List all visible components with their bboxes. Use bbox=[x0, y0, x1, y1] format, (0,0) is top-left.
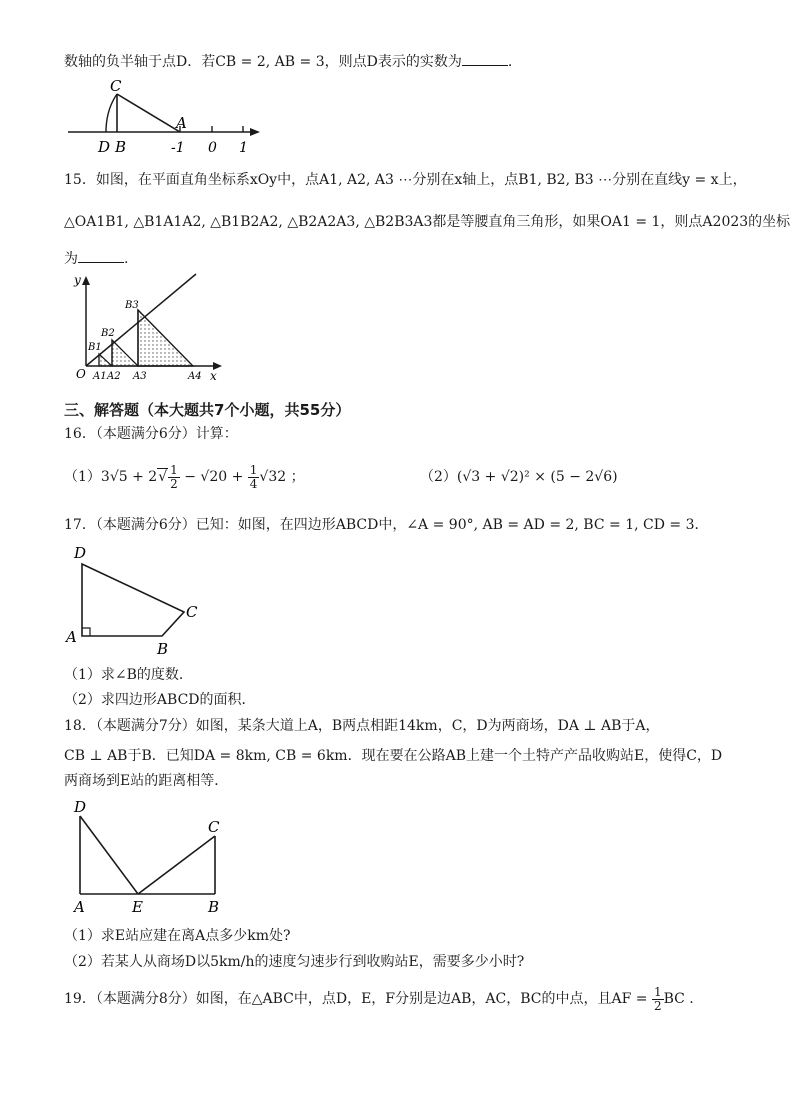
q15-label-a1: A1 bbox=[93, 371, 107, 382]
q14-label-b: B bbox=[115, 138, 127, 156]
q15-line1: 15．如图，在平面直角坐标系xOy中，点A1, A2, A3 ⋯分别在x轴上，点B1, B2, B3 ⋯分别在直线y = x上， bbox=[64, 172, 747, 188]
q17-label-d: D bbox=[74, 544, 87, 562]
q15-answer-blank bbox=[78, 248, 124, 263]
q19-frac: $\frac{1}{2}$ bbox=[653, 984, 662, 1013]
q18-label-d: D bbox=[74, 798, 87, 816]
q15-label-b3: B3 bbox=[125, 300, 139, 311]
q18-sub1: （1）求E站应建在离A点多少km处? bbox=[64, 928, 291, 944]
q18-line3: 两商场到E站的距离相等． bbox=[64, 773, 229, 789]
q15-coordinate-figure bbox=[60, 268, 230, 388]
q18-diagram-figure bbox=[62, 794, 242, 918]
q18-line1: 18．（本题满分7分）如图，某条大道上A，B两点相距14km，C，D为两商场，DA ⊥ AB于A， bbox=[64, 718, 660, 734]
q14-line1: 数轴的负半轴于点D．若CB = 2, AB = 3，则点D表示的实数为 . bbox=[64, 51, 512, 72]
q16-part2: （2）(√3 + √2)² × (5 − 2√6) bbox=[420, 469, 618, 485]
q15-label-a3: A3 bbox=[133, 371, 147, 382]
q16-intro: 16．（本题满分6分）计算： bbox=[64, 426, 238, 442]
q15-label-o: O bbox=[76, 367, 86, 381]
q18-label-b: B bbox=[208, 898, 220, 916]
q17-sub1: （1）求∠B的度数． bbox=[64, 667, 193, 683]
q14-label-c: C bbox=[110, 77, 122, 95]
q15-label-b2: B2 bbox=[101, 328, 115, 339]
q14-answer-blank bbox=[462, 51, 508, 66]
q17-label-b: B bbox=[157, 640, 169, 658]
q18-line2: CB ⊥ AB于B．已知DA = 8km, CB = 6km．现在要在公路AB上建一个土特产产品收购站E，使得C，D bbox=[64, 748, 723, 764]
q15-label-a4: A4 bbox=[188, 371, 202, 382]
q14-tick-1: 1 bbox=[239, 140, 248, 156]
q15-line2: △OA1B1, △B1A1A2, △B1B2A2, △B2A2A3, △B2B3A3都是等腰直角三角形，如果OA1 = 1，则点A2023的坐标 bbox=[64, 214, 791, 230]
q15-label-b1: B1 bbox=[88, 342, 102, 353]
q15-label-y: y bbox=[74, 273, 81, 287]
q17-label-a: A bbox=[66, 628, 77, 646]
q18-label-c: C bbox=[208, 818, 220, 836]
q19-line1: 19．（本题满分8分）如图，在△ABC中，点D，E，F分别是边AB，AC，BC的中点，且AF = $\frac{1}{2}$ BC . bbox=[64, 984, 694, 1013]
q14-label-a: A bbox=[176, 114, 187, 132]
q14-label-d: D bbox=[98, 138, 111, 156]
q17-quadrilateral-figure bbox=[62, 540, 212, 662]
q15-line3: 为 . bbox=[64, 248, 128, 269]
q17-label-c: C bbox=[186, 603, 198, 621]
q15-label-x: x bbox=[210, 369, 217, 383]
q14-tick-neg1: -1 bbox=[171, 140, 185, 156]
q14-number-line-figure bbox=[60, 72, 270, 160]
q18-label-e: E bbox=[132, 898, 143, 916]
q16-frac-half: $\frac{1}{2}$ bbox=[170, 462, 178, 491]
q17-intro: 17．（本题满分6分）已知：如图，在四边形ABCD中，∠A = 90°, AB = AD = 2, BC = 1, CD = 3． bbox=[64, 517, 709, 533]
section-heading: 三、解答题（本大题共7个小题，共55分） bbox=[64, 401, 351, 419]
q17-sub2: （2）求四边形ABCD的面积． bbox=[64, 692, 256, 708]
q16-part1: （1）3√5 + 2√ $\frac{1}{2}$ − √20 + $\frac{1}{4}$ √32 ； bbox=[64, 462, 305, 491]
q14-tick-0: 0 bbox=[208, 140, 217, 156]
q14-text: 数轴的负半轴于点D．若CB = 2, AB = 3，则点D表示的实数为 bbox=[64, 54, 462, 70]
q16-frac-quarter: $\frac{1}{4}$ bbox=[249, 462, 258, 491]
q15-label-a2: A2 bbox=[107, 371, 121, 382]
q18-sub2: （2）若某人从商场D以5km/h的速度匀速步行到收购站E，需要多少小时? bbox=[64, 954, 525, 970]
q18-label-a: A bbox=[74, 898, 85, 916]
